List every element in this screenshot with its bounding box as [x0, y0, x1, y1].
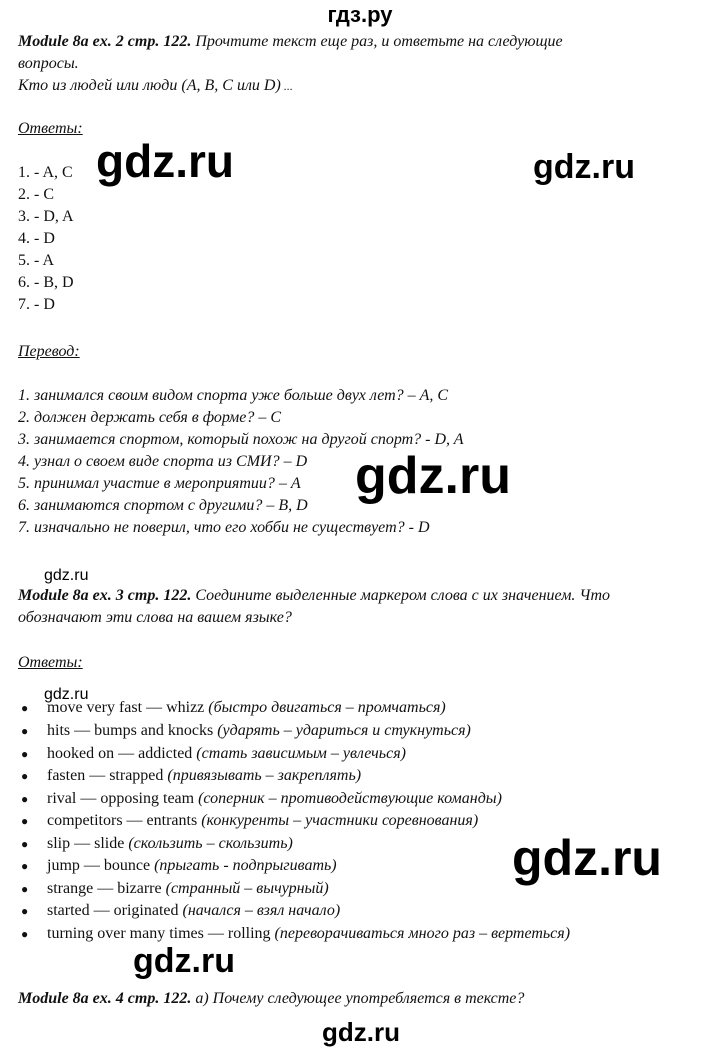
translation-item: 3. занимается спортом, который похож на другой спорт? - D, A: [18, 431, 464, 448]
bullet-icon: ●: [21, 769, 29, 783]
watermark: gdz.ru: [322, 1017, 400, 1047]
watermark: gdz.ru: [44, 686, 89, 703]
word-translation: (привязывать – закреплять): [167, 767, 362, 784]
word-translation: (стать зависимым – увлечься): [196, 745, 406, 762]
ex4-task-line: [18, 989, 524, 1009]
word-translation: (соперник – противодействующие команды): [198, 790, 502, 807]
site-header: гдз.ру: [327, 2, 393, 27]
word-pair: rival — opposing team: [47, 790, 199, 807]
answer-item: 1. - A, C: [18, 164, 73, 181]
word-pair: competitors — entrants: [47, 812, 202, 829]
ex4-title: Module 8a ex. 4 стр. 122.: [18, 990, 192, 1007]
word-translation: (скользить – скользить): [128, 835, 293, 852]
bullet-icon: ●: [21, 747, 29, 761]
ex2-task-line-1: [18, 32, 563, 52]
answer-item: 6. - B, D: [18, 274, 74, 291]
word-pair: turning over many times — rolling: [47, 925, 275, 942]
answer-item: 2. - C: [18, 186, 54, 203]
watermark: gdz.ru: [533, 148, 635, 186]
word-translation: (переворачиваться много раз – вертеться): [274, 925, 571, 942]
ex4-task-text: а) Почему следующее употребляется в тексте?: [191, 990, 525, 1007]
ex2-title: Module 8a ex. 2 стр. 122.: [18, 33, 192, 50]
bullet-icon: ●: [21, 904, 29, 918]
answer-item: 7. - D: [18, 296, 55, 313]
word-pair: started — originated: [47, 902, 183, 919]
ex2-answers-label: Ответы:: [18, 120, 83, 137]
ex2-translation-label: Перевод:: [18, 343, 80, 360]
word-pair: jump — bounce: [47, 857, 155, 874]
word-pair: move very fast — whizz: [47, 699, 209, 716]
word-pair: hits — bumps and knocks: [47, 722, 218, 739]
ex3-task-line-1: [18, 586, 610, 606]
bullet-icon: ●: [21, 837, 29, 851]
word-translation: (начался – взял начало): [182, 902, 341, 919]
word-translation: (быстро двигаться – промчаться): [208, 699, 446, 716]
word-translation: (странный – вычурный): [165, 880, 329, 897]
ex3-title: Module 8a ex. 3 стр. 122.: [18, 587, 192, 604]
ex3-task-line-2: обозначают эти слова на вашем языке?: [18, 609, 292, 626]
translation-item: 2. должен держать себя в форме? – C: [18, 409, 282, 426]
word-translation: (прыгать - подпрыгивать): [154, 857, 337, 874]
bullet-icon: ●: [21, 724, 29, 738]
watermark: gdz.ru: [355, 447, 511, 505]
bullet-icon: ●: [21, 859, 29, 873]
translation-item: 1. занимался своим видом спорта уже больше двух лет? – A, C: [18, 387, 449, 404]
translation-item: 6. занимаются спортом с другими? – B, D: [18, 497, 308, 514]
word-pair: slip — slide: [47, 835, 129, 852]
answer-item: 3. - D, A: [18, 208, 74, 225]
watermark: gdz.ru: [133, 942, 235, 980]
ex2-task-text: Прочтите текст еще раз, и ответьте на следующие: [191, 33, 563, 50]
ex3-task-text: Соедините выделенные маркером слова с их значением. Что: [191, 587, 611, 604]
ex2-task-line-2: вопросы.: [18, 55, 79, 72]
translation-item: 5. принимал участие в мероприятии? – A: [18, 475, 301, 492]
ex2-question: [18, 76, 293, 96]
word-translation: (конкуренты – участники соревнования): [201, 812, 479, 829]
word-pair: fasten — strapped: [47, 767, 168, 784]
ex2-question-text: Кто из людей или люди (A, B, C или D): [18, 77, 281, 94]
bullet-icon: ●: [21, 792, 29, 806]
bullet-icon: ●: [21, 814, 29, 828]
watermark: gdz.ru: [512, 830, 662, 886]
translation-item: 7. изначально не поверил, что его хобби не существует? - D: [18, 519, 430, 536]
bullet-icon: ●: [21, 882, 29, 896]
word-pair: hooked on — addicted: [47, 745, 197, 762]
answer-item: 4. - D: [18, 230, 55, 247]
watermark: gdz.ru: [96, 135, 234, 187]
answer-item: 5. - A: [18, 252, 54, 269]
word-pair: strange — bizarre: [47, 880, 166, 897]
bullet-icon: ●: [21, 927, 29, 941]
ex3-answers-label: Ответы:: [18, 654, 83, 671]
watermark: gdz.ru: [44, 567, 89, 584]
word-translation: (ударять – удариться и стукнуться): [217, 722, 471, 739]
ex2-question-ellipsis: ...: [280, 79, 293, 93]
translation-item: 4. узнал о своем виде спорта из СМИ? – D: [18, 453, 308, 470]
bullet-icon: ●: [21, 701, 29, 715]
